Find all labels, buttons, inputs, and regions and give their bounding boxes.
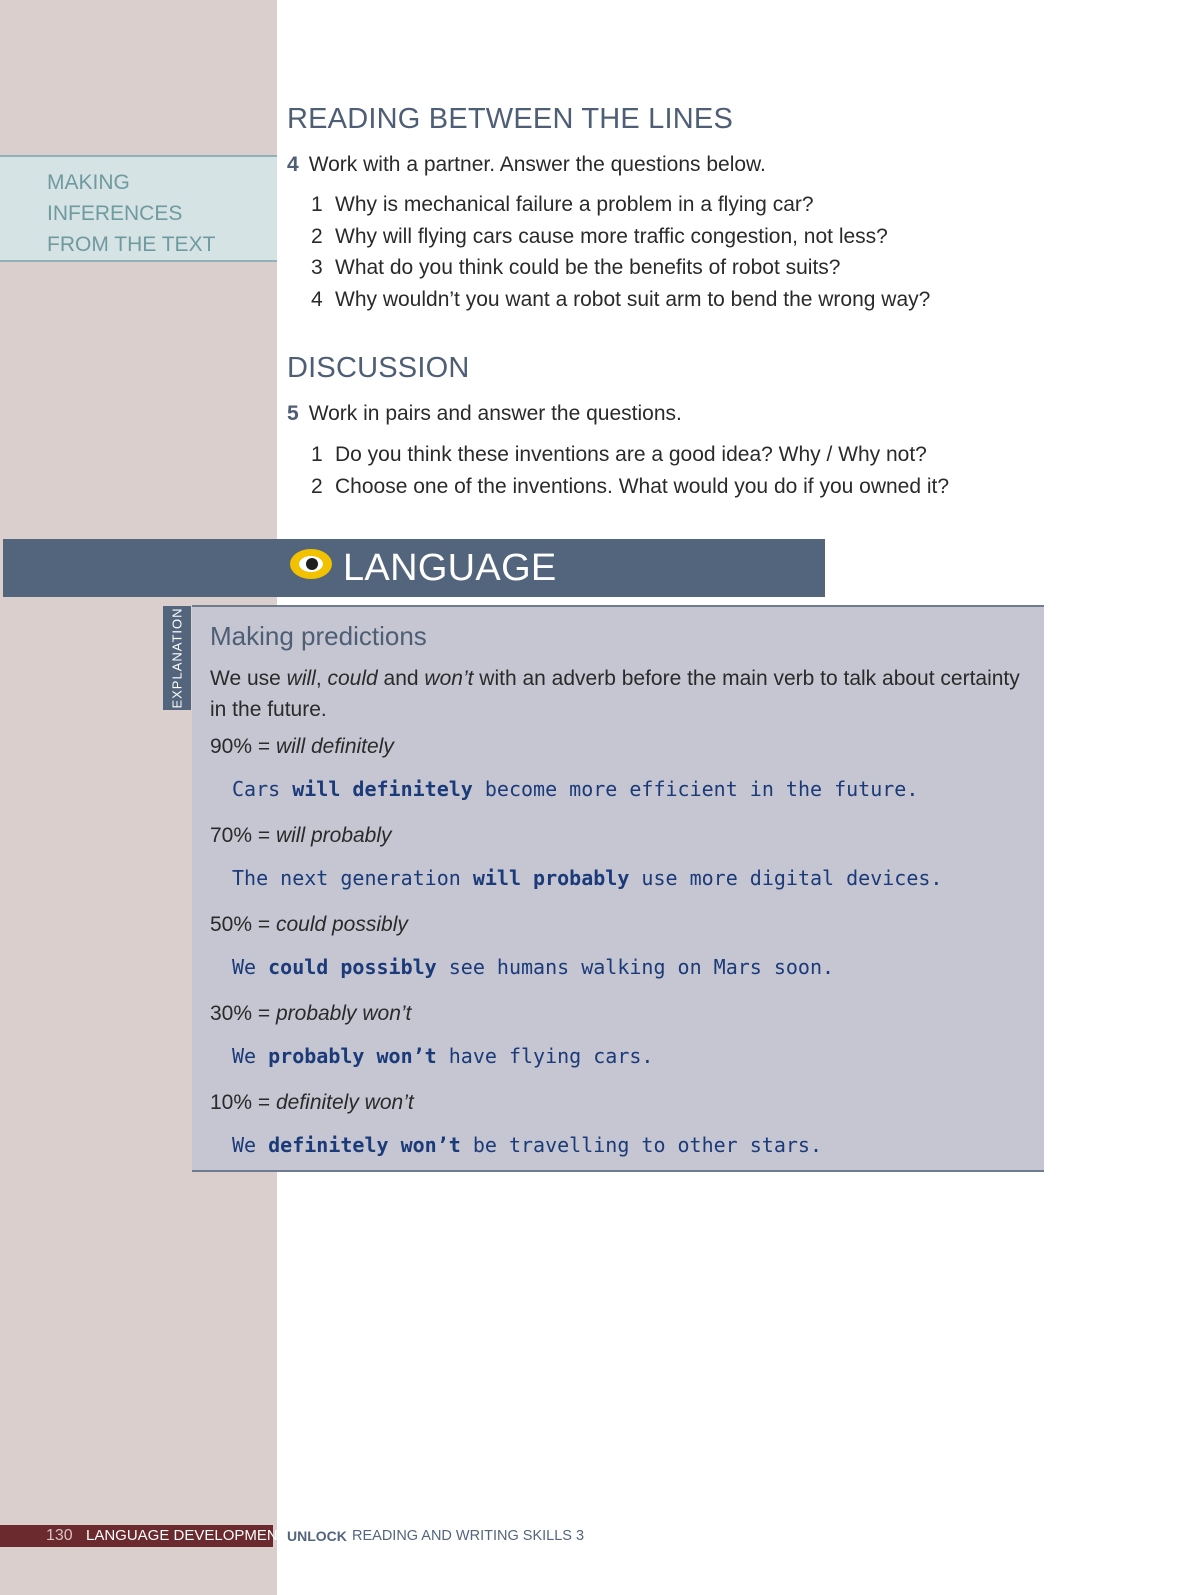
example-sentence: The next generation will probably use more digital devices. [232,866,943,890]
certainty-level-70: 70% = will probably [210,824,392,847]
list-item [311,284,930,316]
skill-callout-label: MAKING INFERENCES FROM THE TEXT [47,171,216,256]
question-text: What do you think could be the benefits of robot suits? [335,256,841,279]
task-number: 4 [287,153,299,176]
example-sentence: We probably won’t have flying cars. [232,1044,654,1068]
question-number: 2 [311,474,323,498]
discussion-question-list [311,439,949,502]
section-title-discussion: DISCUSSION [287,352,470,384]
question-text: Do you think these inventions are a good idea? Why / Why not? [335,443,927,466]
question-text: Why will flying cars cause more traffic congestion, not less? [335,224,888,248]
list-item [311,471,949,503]
certainty-level-90: 90% = will definitely [210,735,394,758]
certainty-level-10: 10% = definitely won’t [210,1091,414,1114]
list-item [311,221,930,253]
question-number: 4 [311,287,323,311]
question-number: 3 [311,256,323,279]
explanation-box [192,605,1044,1172]
skill-callout-box [0,155,277,262]
task-4 [287,151,766,179]
unlock-eye-icon [290,549,332,579]
banner-title: LANGUAGE [343,547,557,589]
task-5 [287,400,682,428]
task-instruction: Work in pairs and answer the questions. [308,402,682,425]
explanation-tab-label: EXPLANATION [169,607,185,709]
certainty-level-50: 50% = could possibly [210,913,408,936]
example-sentence: We definitely won’t be travelling to other stars. [232,1133,823,1157]
question-text: Choose one of the inventions. What would you do if you owned it? [335,474,950,498]
footer-brand-logo: UNLOCK [287,1528,347,1544]
list-item [311,252,930,284]
certainty-level-30: 30% = probably won’t [210,1002,412,1025]
question-number: 1 [311,443,323,466]
question-number: 2 [311,224,323,248]
example-sentence: Cars will definitely become more efficient in the future. [232,777,919,801]
list-item [311,189,930,221]
section-title-reading: READING BETWEEN THE LINES [287,103,733,135]
reading-question-list [311,189,930,315]
page-number: 130 [46,1527,73,1544]
question-number: 1 [311,193,323,216]
task-instruction: Work with a partner. Answer the questions below. [308,153,766,176]
question-text: Why wouldn’t you want a robot suit arm to bend the wrong way? [335,287,931,311]
task-number: 5 [287,402,299,425]
explanation-title: Making predictions [210,621,427,651]
question-text: Why is mechanical failure a problem in a flying car? [335,193,814,216]
list-item [311,439,949,471]
example-sentence: We could possibly see humans walking on Mars soon. [232,955,835,979]
explanation-tab [163,606,191,710]
language-development-banner [3,539,825,597]
footer-book-title: READING AND WRITING SKILLS 3 [352,1528,585,1544]
footer-unit-title: LANGUAGE DEVELOPMENT [86,1527,287,1544]
explanation-intro: We use will, could and won’t with an adverb before the main verb to talk about certainty in the future. [210,667,1020,721]
